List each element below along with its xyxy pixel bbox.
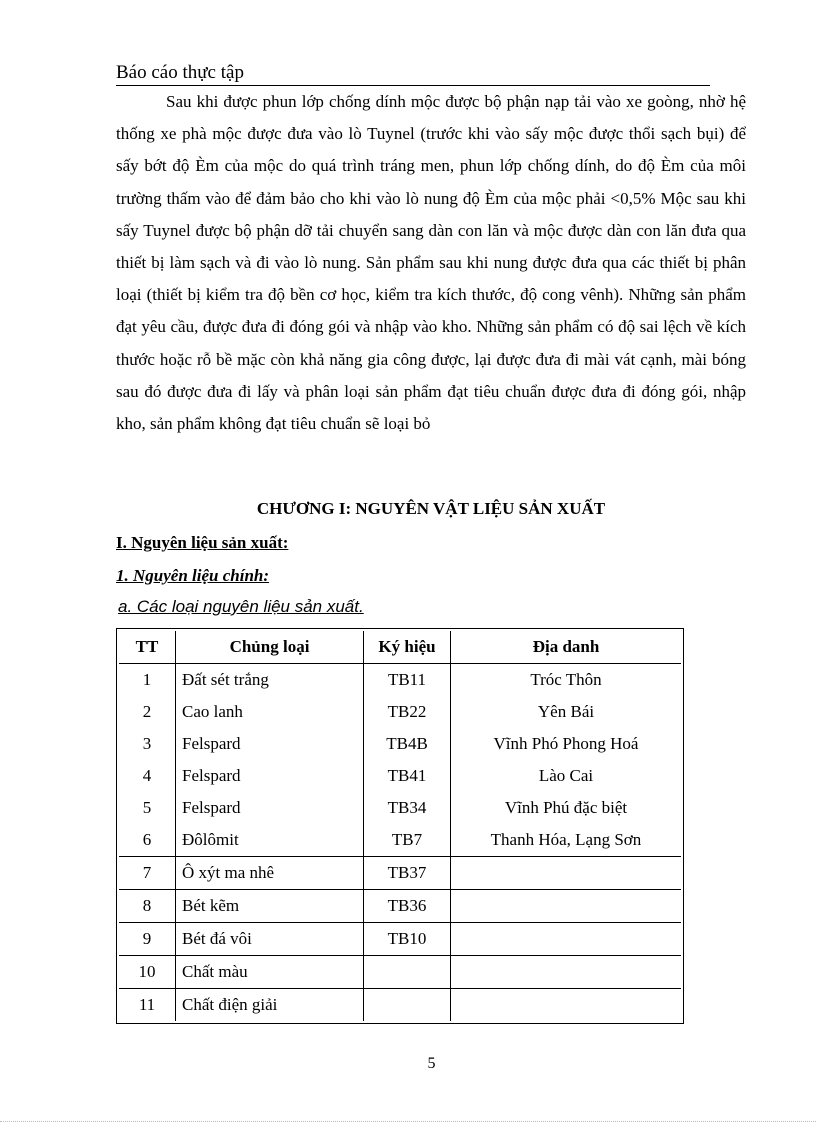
table-row bbox=[119, 760, 681, 792]
cell-origin: Vĩnh Phó Phong Hoá bbox=[493, 734, 639, 753]
table-row bbox=[119, 989, 681, 1022]
cell-type: Felspard bbox=[176, 760, 364, 792]
cell-origin: Yên Bái bbox=[537, 702, 595, 721]
cell-origin bbox=[451, 989, 682, 1022]
cell-origin bbox=[451, 857, 682, 890]
subsection-heading: 1. Nguyên liệu chính: bbox=[116, 566, 270, 585]
cell-tt: 2 bbox=[119, 696, 176, 728]
cell-origin bbox=[451, 923, 682, 956]
cell-tt: 4 bbox=[119, 760, 176, 792]
cell-origin: Lào Cai bbox=[538, 766, 594, 785]
table-row bbox=[119, 923, 681, 956]
cell-tt: 6 bbox=[119, 824, 176, 857]
cell-origin: Thanh Hóa, Lạng Sơn bbox=[490, 830, 642, 849]
cell-code: TB7 bbox=[364, 824, 451, 857]
page-header: Báo cáo thực tập bbox=[116, 62, 710, 86]
header-cell: Ký hiệu bbox=[364, 631, 451, 664]
table-row bbox=[119, 890, 681, 923]
cell-type: Chất điện giải bbox=[176, 989, 364, 1022]
cell-type: Ô xýt ma nhê bbox=[176, 857, 364, 890]
cell-code bbox=[364, 989, 451, 1022]
cell-code: TB11 bbox=[364, 664, 451, 697]
materials-table bbox=[119, 631, 681, 1021]
table-row bbox=[119, 824, 681, 857]
cell-tt: 11 bbox=[119, 989, 176, 1022]
cell-type: Chất màu bbox=[176, 956, 364, 989]
cell-tt: 7 bbox=[119, 857, 176, 890]
cell-type: Bét kẽm bbox=[176, 890, 364, 923]
cell-origin bbox=[451, 956, 682, 989]
cell-type: Cao lanh bbox=[176, 696, 364, 728]
cell-code: TB10 bbox=[364, 923, 451, 956]
table-row bbox=[119, 792, 681, 824]
page-number: 5 bbox=[427, 1055, 436, 1072]
cell-code: TB36 bbox=[364, 890, 451, 923]
cell-origin: Tróc Thôn bbox=[530, 670, 602, 689]
table-row bbox=[119, 857, 681, 890]
cell-type: Felspard bbox=[176, 792, 364, 824]
cell-code: TB41 bbox=[364, 760, 451, 792]
cell-tt: 9 bbox=[119, 923, 176, 956]
table-row bbox=[119, 664, 681, 697]
cell-tt: 5 bbox=[119, 792, 176, 824]
table-row bbox=[119, 696, 681, 728]
cell-tt: 3 bbox=[119, 728, 176, 760]
materials-table-frame bbox=[116, 628, 684, 1024]
page-bottom-divider bbox=[0, 1121, 816, 1122]
cell-origin bbox=[451, 890, 682, 923]
subsubsection-heading: a. Các loại nguyên liệu sản xuất. bbox=[118, 597, 364, 616]
cell-code: TB22 bbox=[364, 696, 451, 728]
header-cell: Chủng loại bbox=[176, 631, 364, 664]
header-cell: Địa danh bbox=[451, 631, 682, 664]
table-row bbox=[119, 956, 681, 989]
body-paragraph: Sau khi được phun lớp chống dính mộc được bộ phận nạp tải vào xe goòng, nhờ hệ thống xe phà mộc được đưa vào lò Tuynel (trước khi vào sấy mộc được thổi sạch bụi) để sấy bớt độ Èm của mộc do quá trình tráng men, phun lớp chống dính, do độ Èm của môi trường thấm vào để đảm bảo cho khi vào lò nung độ Èm của mộc phải <0,5% Mộc sau khi sấy Tuynel được bộ phận dỡ tải chuyển sang dàn con lăn và mộc được dàn con lăn đưa qua thiết bị làm sạch và đi vào lò nung. Sản phẩm sau khi nung được đưa qua các thiết bị phân loại (thiết bị kiểm tra độ bền cơ học, kiểm tra kích thước, độ cong vênh). Những sản phẩm đạt yêu cầu, được đưa đi đóng gói và nhập vào kho. Những sản phẩm có độ sai lệch về kích thước hoặc rỗ bề mặc còn khả năng gia công được, lại được đưa đi mài vát cạnh, mài bóng sau đó được đưa đi lấy và phân loại sản phẩm đạt tiêu chuẩn được đưa đi đóng gói, nhập kho, sản phẩm không đạt tiêu chuẩn sẽ loại bỏ bbox=[116, 92, 746, 434]
cell-type: Felspard bbox=[176, 728, 364, 760]
table-header-row bbox=[119, 631, 681, 664]
cell-code: TB37 bbox=[364, 857, 451, 890]
section-heading: I. Nguyên liệu sản xuất: bbox=[116, 533, 289, 552]
cell-type: Bét đá vôi bbox=[176, 923, 364, 956]
cell-tt: 8 bbox=[119, 890, 176, 923]
cell-origin: Vĩnh Phú đặc biệt bbox=[504, 798, 628, 817]
header-cell: TT bbox=[119, 631, 176, 664]
cell-code: TB34 bbox=[364, 792, 451, 824]
cell-tt: 10 bbox=[119, 956, 176, 989]
chapter-title: CHƯƠNG I: NGUYÊN VẬT LIỆU SẢN XUẤT bbox=[256, 499, 606, 518]
cell-type: Đất sét trắng bbox=[176, 664, 364, 697]
cell-type: Đôlômit bbox=[176, 824, 364, 857]
cell-code: TB4B bbox=[364, 728, 451, 760]
cell-tt: 1 bbox=[119, 664, 176, 697]
cell-code bbox=[364, 956, 451, 989]
table-row bbox=[119, 728, 681, 760]
